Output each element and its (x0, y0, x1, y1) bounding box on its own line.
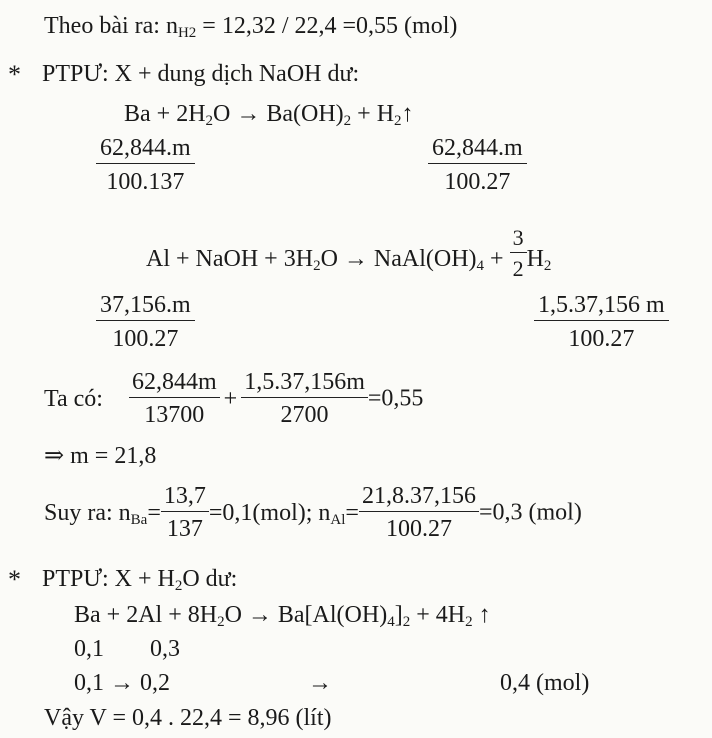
equation-suy-ra: Suy ra: $n_{Ba}=$ $\frac{13,7}{137}$ =0,1(mol); $n_{Al}=$ $\frac{21,8.37,156}{100.27}$ =0,3 (mol) (44, 483, 582, 542)
fraction-ta-co-2: $\frac{1,5.37,156m}{2700}$ (241, 370, 368, 427)
fraction-al-moles: 37,156.m 100.27 (96, 293, 195, 351)
bullet-star: * (8, 565, 21, 594)
equation-ba-water: $Ba + 2H_2O \to Ba(OH)_2$ + $H_2↑$ (124, 101, 414, 129)
equation-ba-al-water: $Ba + 2Al + 8H_2O \to Ba[Al(OH)_4]_2 + 4H_2$ ↑ (74, 602, 491, 630)
moles-row-h2: 0,4 (mol) (500, 670, 590, 696)
bullet-star: * (8, 60, 21, 89)
moles-row-arrow: → (308, 670, 332, 696)
fraction-h2-from-ba: 62,844.m 100.27 (428, 136, 527, 194)
fraction-h2-from-al: 1,5.37,156 m 100.27 (534, 293, 669, 351)
equation-al-naoh: Al + NaOH + $3H_2O$ → $NaAl(OH)_4$ + $\frac{3}{2}$ $H_2$ (146, 225, 552, 281)
given-moles-h2: Theo bài ra: $n_{H2} = 12,32 / 22,4 =0,55$ (mol) (44, 13, 458, 41)
fraction-ta-co-1: $\frac{62,844m}{13700}$ (129, 370, 220, 427)
moles-row-initial-al: 0,3 (150, 636, 180, 662)
fraction-three-halves: $\frac{3}{2}$ (510, 227, 527, 280)
equation-ta-co: Ta có: $\frac{62,844m}{13700}$ + $\frac{1,5.37,156m}{2700}$ =0,55 (44, 369, 424, 428)
result-m: ⇒ m = 21,8 (44, 443, 157, 469)
fraction-ba-moles: 62,844.m 100.137 (96, 136, 195, 194)
fraction-n-al: $\frac{21,8.37,156}{100.27}$ (359, 484, 479, 541)
moles-row-initial-ba: 0,1 (74, 636, 104, 662)
fraction-n-ba: $\frac{13,7}{137}$ (161, 484, 209, 541)
final-answer: Vậy V = 0,4 . 22,4 = 8,96 (lít) (44, 705, 332, 731)
section-title-naoh: PTPƯ: X + dung dịch NaOH dư: (42, 61, 360, 87)
section-title-water: PTPƯ: $X + H_2O$ dư: (42, 566, 238, 594)
moles-row-reacted: 0,1 → 0,2 (74, 670, 170, 696)
